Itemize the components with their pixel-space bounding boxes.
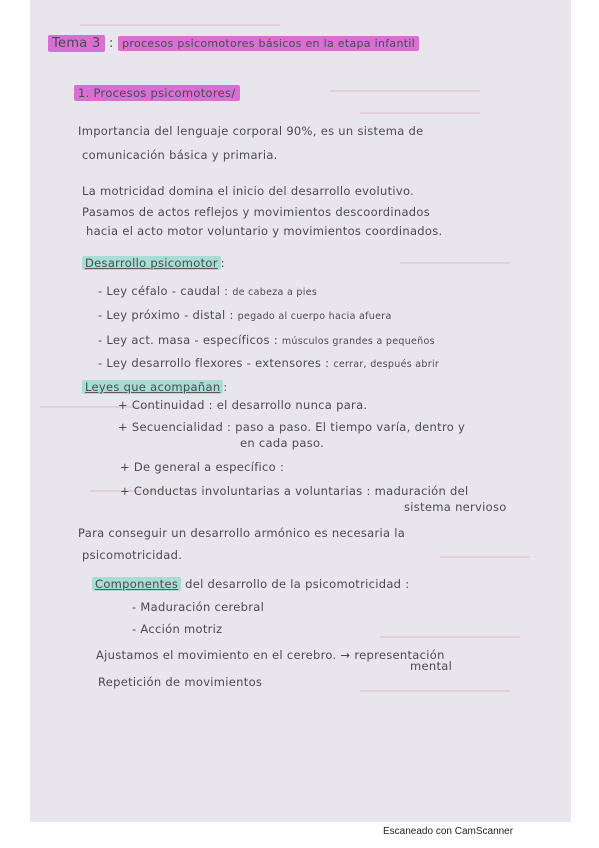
law-item — [98, 308, 392, 322]
bleed-through-mark — [360, 690, 510, 692]
paragraph-line: Importancia del lenguaje corporal 90%, es un sistema de — [78, 124, 424, 138]
bleed-through-mark — [360, 112, 480, 114]
accompanying-law: + Secuencialidad : paso a paso. El tiempo varía, dentro y — [118, 420, 466, 434]
paragraph-line: La motricidad domina el inicio del desarrollo evolutivo. — [82, 184, 415, 198]
subheading — [92, 577, 409, 591]
topic-header — [48, 36, 419, 51]
law-name: - Ley act. masa - específicos : — [98, 333, 278, 347]
paragraph-line: comunicación básica y primaria. — [82, 148, 278, 162]
subheading-colon: : — [220, 256, 225, 270]
law-item — [98, 356, 439, 370]
paragraph-line-cont: mental — [410, 659, 453, 673]
subheading — [82, 380, 228, 394]
subheading-text: Componentes — [92, 577, 181, 591]
law-detail: músculos grandes a pequeños — [281, 336, 435, 347]
law-item — [98, 333, 435, 347]
accompanying-law: + Continuidad : el desarrollo nunca para. — [118, 398, 368, 412]
component-item: - Acción motriz — [132, 622, 223, 636]
bleed-through-mark — [400, 262, 510, 264]
topic-label: Tema 3 — [48, 35, 105, 52]
paragraph-line: Para conseguir un desarrollo armónico es necesaria la — [78, 526, 406, 540]
bleed-through-mark — [380, 636, 520, 638]
accompanying-law-cont: sistema nervioso — [404, 500, 507, 514]
bleed-through-mark — [80, 24, 280, 26]
bleed-through-mark — [330, 90, 480, 92]
paragraph-line: Repetición de movimientos — [98, 675, 263, 689]
topic-title: procesos psicomotores básicos en la etapa infantil — [118, 36, 419, 51]
subheading-text: Desarrollo psicomotor — [82, 256, 221, 270]
accompanying-law: + De general a específico : — [120, 460, 285, 474]
scanner-watermark: Escaneado con CamScanner — [383, 826, 514, 837]
law-name: - Ley céfalo - caudal : — [98, 284, 229, 298]
subheading-text: Leyes que acompañan — [82, 380, 223, 394]
section-heading — [74, 86, 240, 100]
law-detail: pegado al cuerpo hacia afuera — [237, 311, 392, 322]
topic-separator: : — [109, 36, 114, 51]
paragraph-line: Ajustamos el movimiento en el cerebro. → representación — [96, 648, 445, 662]
subheading-rest: del desarrollo de la psicomotricidad : — [185, 577, 410, 591]
section-heading-text: 1. Procesos psicomotores/ — [74, 85, 240, 101]
law-detail: cerrar, después abrir — [333, 359, 440, 370]
paragraph-line: hacia el acto motor voluntario y movimientos coordinados. — [86, 224, 443, 238]
paragraph-line: psicomotricidad. — [82, 548, 183, 562]
paragraph-line: Pasamos de actos reflejos y movimientos descoordinados — [82, 205, 431, 219]
law-name: - Ley próximo - distal : — [98, 308, 234, 322]
subheading — [82, 256, 225, 270]
subheading-colon: : — [223, 380, 228, 394]
component-item: - Maduración cerebral — [132, 600, 265, 614]
accompanying-law: + Conductas involuntarias a voluntarias : maduración del — [120, 484, 469, 498]
law-detail: de cabeza a pies — [232, 287, 318, 298]
bleed-through-mark — [440, 556, 530, 558]
law-name: - Ley desarrollo flexores - extensores : — [98, 356, 330, 370]
law-item — [98, 284, 317, 298]
accompanying-law-cont: en cada paso. — [240, 436, 325, 450]
